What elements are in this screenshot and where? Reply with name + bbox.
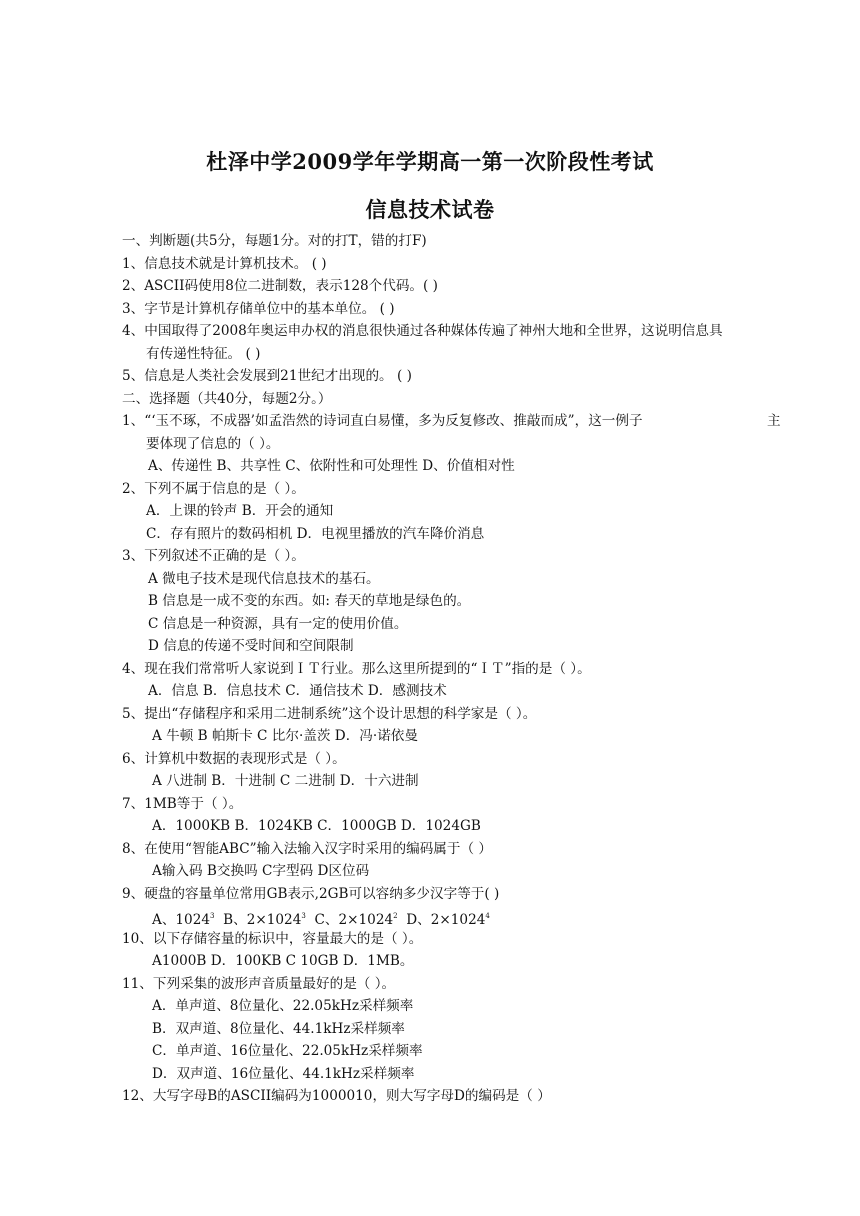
s2-question-2-options-cd: C．存有照片的数码相机 D．电视里播放的汽车降价消息 — [146, 526, 485, 542]
s1-question-3: 3、字节是计算机存储单位中的基本单位。 ( ) — [122, 301, 395, 317]
s2-question-3-option-b: B 信息是一成不变的东西。如: 春天的草地是绿色的。 — [148, 593, 471, 609]
section1-heading: 一、判断题(共5分，每题1分。对的打T，错的打F) — [122, 233, 427, 249]
s2-question-6: 6、计算机中数据的表现形式是（ ）。 — [122, 751, 346, 767]
s2-question-4: 4、现在我们常常听人家说到ＩＴ行业。那么这里所提到的“ＩＴ”指的是（ ）。 — [122, 661, 591, 677]
s2-q9-option-b: B、2×1024 — [223, 912, 302, 928]
s2-question-11-option-a: A．单声道、8位量化、22.05kHz采样频率 — [152, 998, 414, 1014]
s2-question-5-options: A 牛顿 B 帕斯卡 C 比尔·盖茨 D．冯·诺依曼 — [152, 728, 418, 744]
s2-q9-option-a: A、1024 — [152, 912, 211, 928]
s1-question-4-line2: 有传递性特征。 ( ) — [146, 346, 261, 362]
s2-q9-option-d: D、2×1024 — [406, 912, 486, 928]
s2-question-10-options: A1000B D．100KB C 10GB D．1MB。 — [152, 953, 414, 969]
section2-heading: 二、选择题（共40分，每题2分。） — [122, 391, 332, 407]
s1-question-5: 5、信息是人类社会发展到21世纪才出现的。 ( ) — [122, 368, 412, 384]
s2-question-5: 5、提出“存储程序和采用二进制系统”这个设计思想的科学家是（ ）。 — [122, 706, 537, 722]
exam-subtitle: 信息技术试卷 — [365, 197, 495, 222]
s2-question-11-option-b: B．双声道、8位量化、44.1kHz采样频率 — [152, 1021, 405, 1037]
s2-question-9-options — [152, 907, 490, 929]
s2-question-12: 12、大写字母B的ASCII编码为1000010，则大写字母D的编码是（ ） — [122, 1088, 551, 1104]
s2-q9-option-a-exp: 3 — [210, 912, 215, 920]
s2-q9-option-b-exp: 3 — [301, 912, 306, 920]
s2-question-9: 9、硬盘的容量单位常用GB表示,2GB可以容纳多少汉字等于( ) — [122, 886, 500, 902]
s2-question-4-options: A．信息 B．信息技术 C．通信技术 D．感测技术 — [148, 683, 447, 699]
s2-question-3-option-c: C 信息是一种资源，具有一定的使用价值。 — [148, 616, 408, 632]
s2-question-10: 10、以下存储容量的标识中，容量最大的是（ ）。 — [122, 931, 423, 947]
s2-question-6-options: A 八进制 B．十进制 C 二进制 D．十六进制 — [152, 773, 419, 789]
s2-question-11: 11、下列采集的波形声音质量最好的是（ ）。 — [122, 976, 396, 992]
s2-q9-option-d-exp: 4 — [485, 912, 490, 920]
s2-question-1-options: A、传递性 B、共享性 C、依附性和可处理性 D、价值相对性 — [148, 458, 515, 474]
s2-question-3: 3、下列叙述不正确的是（ ）。 — [122, 548, 305, 564]
s2-question-11-option-c: C．单声道、16位量化、22.05kHz采样频率 — [152, 1043, 423, 1059]
s2-question-2: 2、下列不属于信息的是（ ）。 — [122, 481, 305, 497]
s2-question-1-line2: 要体现了信息的（ ）。 — [146, 436, 280, 452]
s2-question-2-options-ab: A．上课的铃声 B．开会的通知 — [146, 503, 334, 519]
s2-q9-option-c: C、2×1024 — [314, 912, 394, 928]
s1-question-4-line1: 4、中国取得了2008年奥运申办权的消息很快通过各种媒体传遍了神州大地和全世界，这说明信息具 — [122, 323, 723, 339]
exam-title: 杜泽中学2009学年学期高一第一次阶段性考试 — [206, 149, 654, 174]
s2-question-1-line1: 1、“‘玉不琢，不成器’如孟浩然的诗词直白易懂，多为反复修改、推敲而成”，这一例子 — [122, 413, 643, 429]
s2-q9-option-c-exp: 2 — [393, 912, 398, 920]
s2-question-11-option-d: D．双声道、16位量化、44.1kHz采样频率 — [152, 1066, 415, 1082]
s1-question-2: 2、ASCII码使用8位二进制数，表示128个代码。( ) — [122, 278, 438, 294]
s2-question-3-option-a: A 微电子技术是现代信息技术的基石。 — [148, 571, 380, 587]
s2-question-1-line1-tail: 主 — [767, 413, 781, 429]
s2-question-7-options: A．1000KB B．1024KB C．1000GB D．1024GB — [152, 818, 481, 834]
s2-question-8-options: A输入码 B交换吗 C字型码 D区位码 — [152, 863, 370, 879]
s2-question-7: 7、1MB等于（ ）。 — [122, 796, 243, 812]
s2-question-3-option-d: D 信息的传递不受时间和空间限制 — [148, 638, 354, 654]
s2-question-8: 8、在使用“智能ABC”输入法输入汉字时采用的编码属于（ ） — [122, 841, 492, 857]
s1-question-1: 1、信息技术就是计算机技术。 ( ) — [122, 256, 327, 272]
